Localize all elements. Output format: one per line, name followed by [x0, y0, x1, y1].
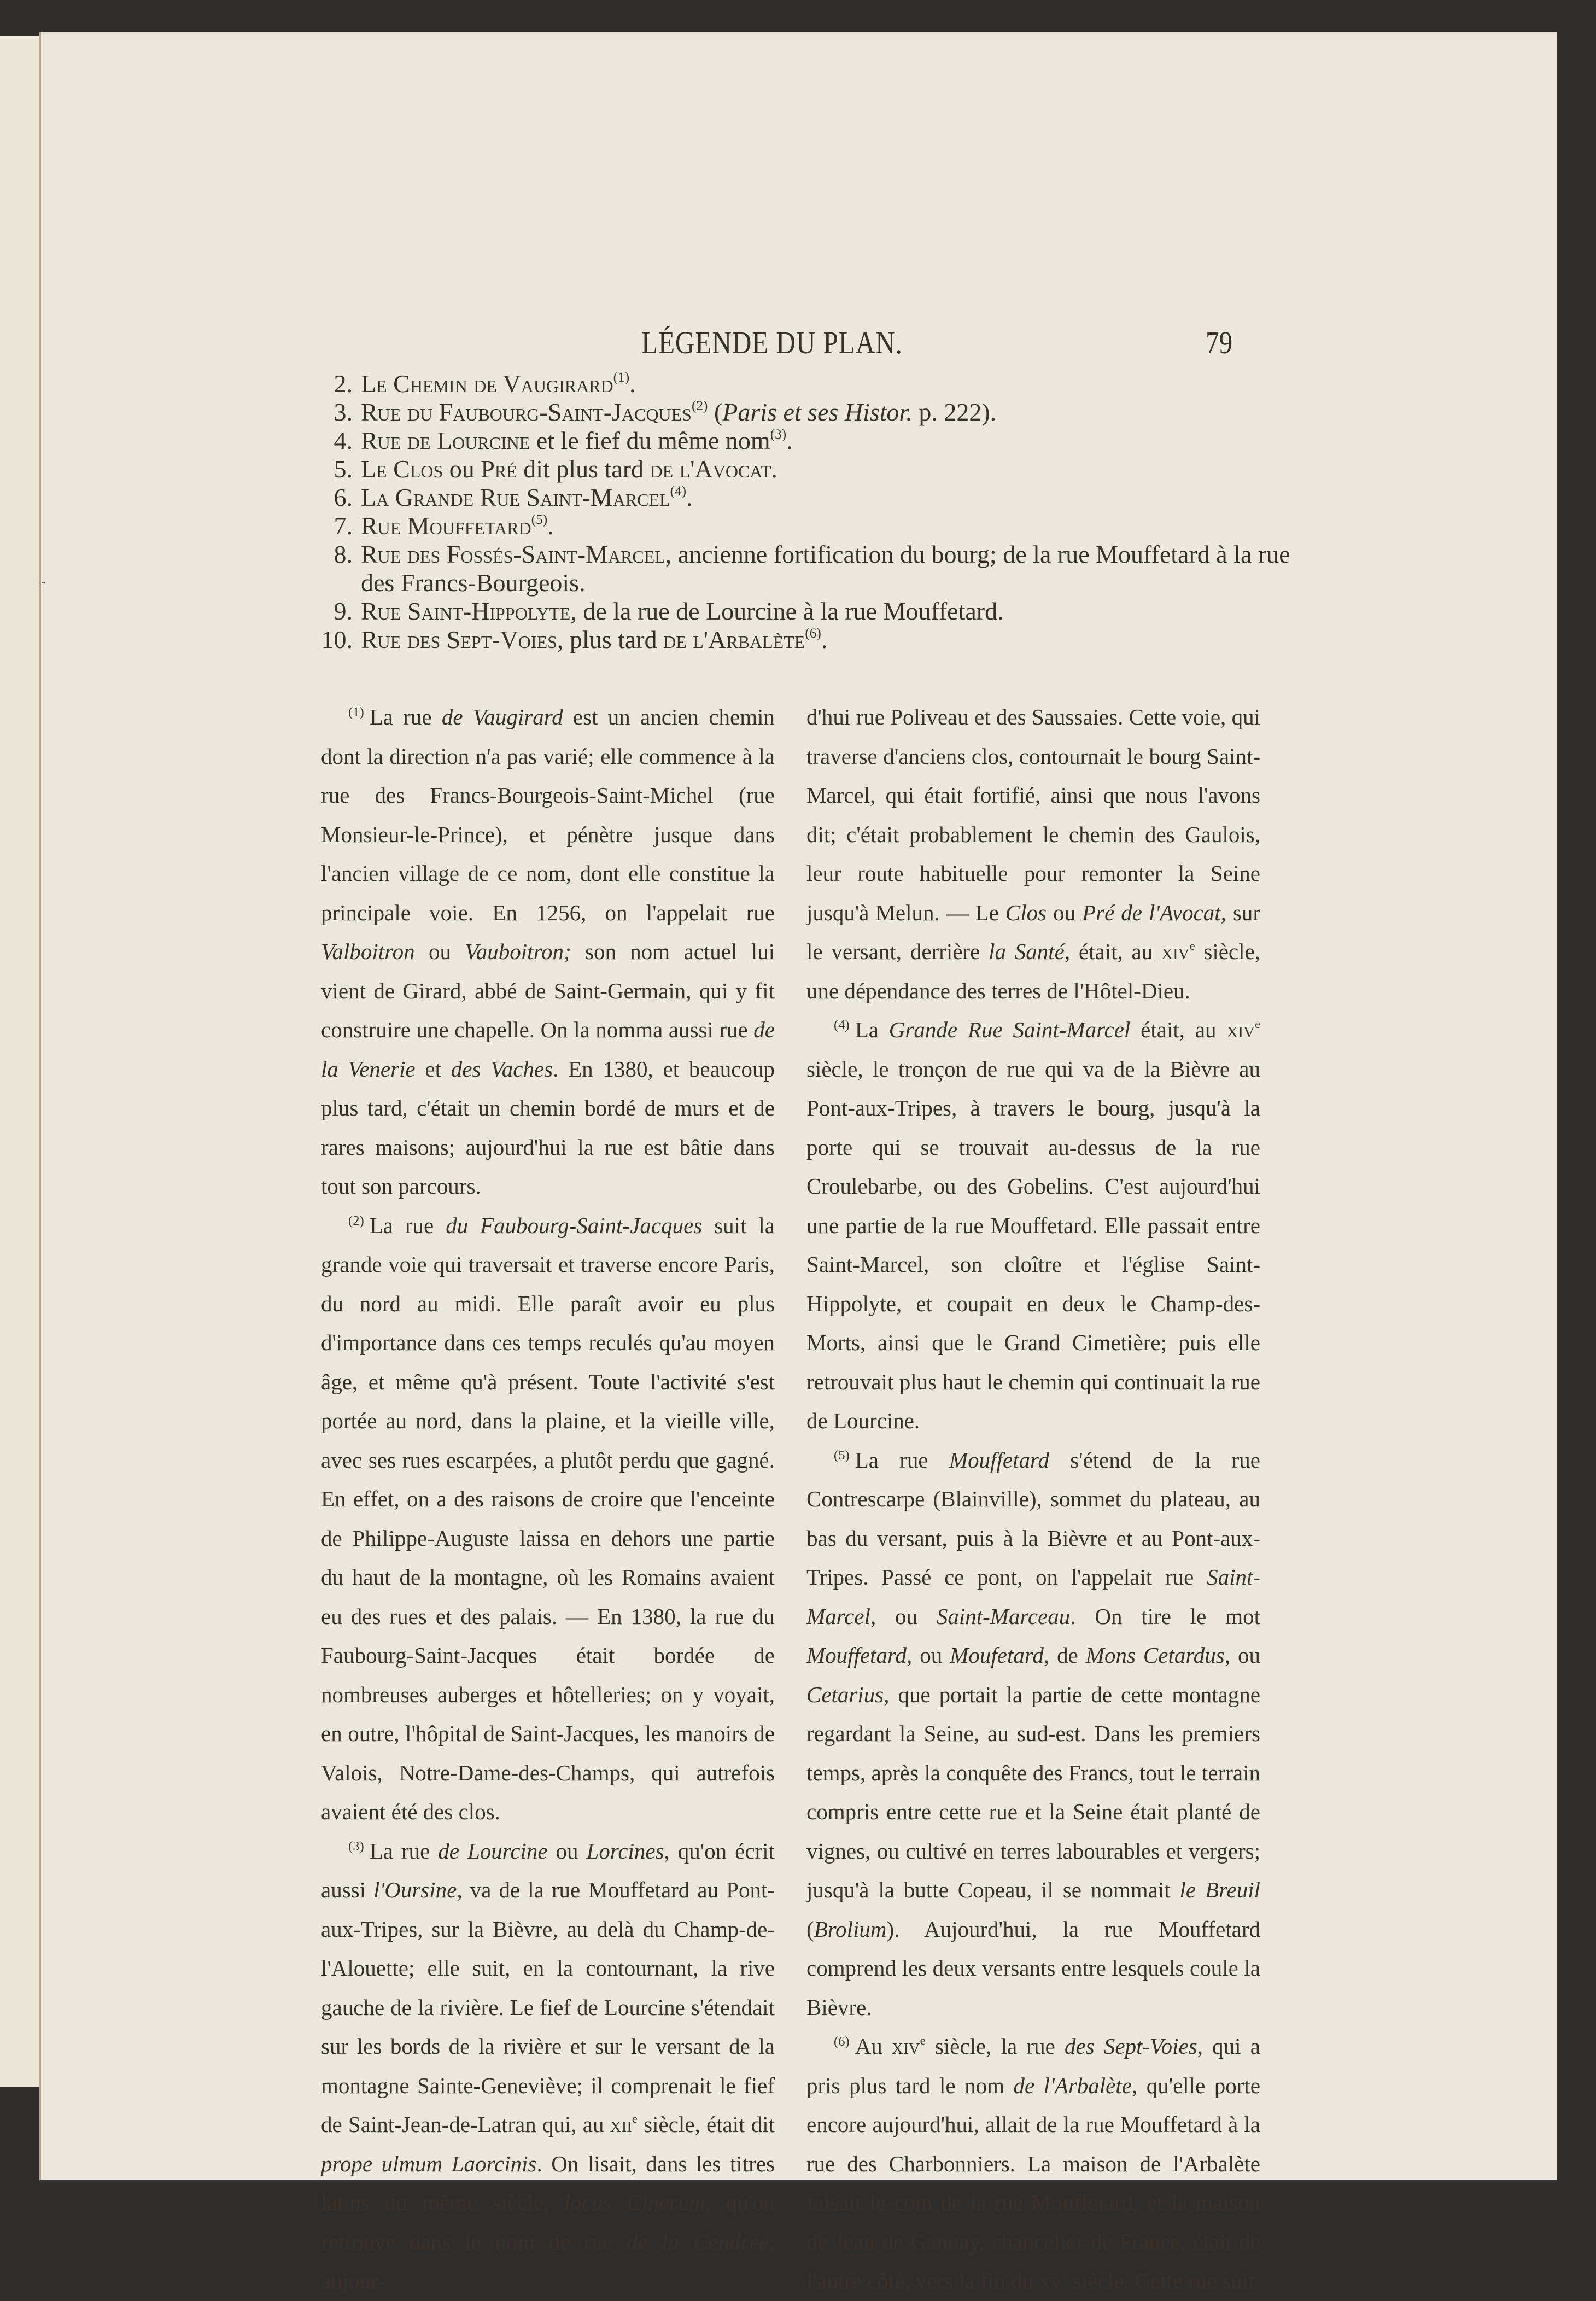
italic-text: Valboitron: [321, 939, 415, 964]
small-caps-text: Le Chemin de Vaugirard: [361, 370, 613, 398]
footnote-marker: (2): [348, 1213, 364, 1228]
text-run: . On lisait, dans les titres latins du même siècle,: [321, 2151, 775, 2215]
text-run: ou: [547, 1838, 587, 1864]
footnote-reference: e: [1189, 939, 1195, 953]
text-run: , de: [1043, 1643, 1086, 1668]
footnote-marker: (1): [348, 705, 364, 720]
legend-item-text: [361, 398, 1293, 427]
text-run: , qu'elle porte encore aujourd'hui, allait de la rue Mouffetard à la rue des Charbonniers. La maison de l'Arbalète faisait le coin de la rue Mouffetard, et la maison de Jean de Gannay, chancelier de France, était de l'autre côté, vers la fin du: [806, 2072, 1260, 2293]
footnote-marker: (6): [834, 2034, 850, 2049]
running-title: LÉGENDE DU PLAN.: [641, 325, 903, 360]
small-caps-text: Pré: [481, 455, 517, 483]
text-run: siècle, la rue: [925, 2034, 1065, 2059]
text-run: La rue: [855, 1447, 949, 1473]
small-caps-text: de l'Arbalète: [663, 626, 805, 653]
legend-item-number: 7.: [334, 512, 353, 540]
italic-text: des Vaches: [451, 1056, 553, 1082]
footnote: [806, 2027, 1260, 2301]
text-run: suit la grande voie qui traversait et traverse encore Paris, du nord au midi. Elle paraît avoir eu plus d'importance dans ces temps reculés qu'au moyen âge, et même qu'à présent. Toute l'activité s'est portée au nord, dans la plaine, et la vieille ville, avec ses rues escarpées, a plutôt perdu que gagné. En effet, on a des raisons de croire que l'enceinte de Philippe-Auguste laissa en dehors une partie du haut de la montagne, où les Romains avaient eu des rues et des palais. — En 1380, la rue du Faubourg-Saint-Jacques était bordée de nombreuses auberges et hôtelleries; on y voyait, en outre, l'hôpital de Saint-Jacques, les manoirs de Valois, Notre-Dame-des-Champs, qui autrefois avaient été des clos.: [321, 1212, 775, 1824]
text-run: , ou: [1224, 1643, 1261, 1668]
legend-item-text: [361, 370, 1293, 398]
italic-text: le Breuil: [1179, 1877, 1260, 1902]
footnote: [806, 1441, 1260, 2028]
small-caps-text: Le Clos: [361, 455, 443, 483]
italic-text: des Sept-Voies: [1065, 2034, 1197, 2059]
text-run: .: [686, 483, 693, 511]
text-run: , ancienne fortification du bourg; de la rue Mouffetard à la rue des Francs-Bourgeois.: [361, 540, 1290, 597]
small-caps-text: de l'Avocat: [650, 455, 771, 483]
text-run: (: [806, 1916, 814, 1942]
legend-item: [309, 455, 1293, 483]
legend-item-text: [361, 483, 1293, 512]
legend-item-number: 9.: [334, 597, 353, 625]
text-run: et: [415, 1056, 451, 1082]
text-run: Au: [855, 2034, 892, 2059]
footnote: [321, 698, 775, 1206]
page-number: 79: [1206, 325, 1233, 360]
italic-text: Clos: [1005, 900, 1047, 925]
text-run: , était, au: [1064, 939, 1162, 964]
text-run: s'étend de la rue Contrescarpe (Blainville), sommet du plateau, au bas du versant, puis à la Bièvre et au Pont-aux-Tripes. Passé ce pont, on l'appelait rue: [806, 1447, 1260, 1590]
legend-item: [309, 540, 1293, 597]
small-caps-text: Rue Mouffetard: [361, 512, 531, 540]
italic-text: l'Oursine,: [373, 1877, 463, 1902]
text-run: siècle, était dit: [637, 2112, 775, 2137]
text-run: siècle, le tronçon de rue qui va de la Bièvre au Pont-aux-Tripes, à travers le bourg, jusqu'à la porte qui se trouvait au-dessus de la rue Croulebarbe, ou des Gobelins. C'est aujourd'hui une partie de la rue Mouffetard. Elle passait entre Saint-Marcel, son cloître et l'église Saint-Hippolyte, et coupait en deux le Champ-des-Morts, ainsi que le Grand Cimetière; puis elle retrouvait plus haut le chemin qui continuait la rue de Lourcine.: [806, 1056, 1260, 1433]
text-run: ou: [1047, 900, 1083, 925]
legend-item: [309, 597, 1293, 626]
footnote: [321, 1206, 775, 1832]
text-run: et le fief du même nom: [530, 427, 770, 454]
footnote: [806, 698, 1260, 1011]
legend-item-text: [361, 455, 1293, 483]
italic-text: prope ulmum Laorcinis: [321, 2151, 537, 2176]
legend-item: [309, 626, 1293, 654]
text-run: La rue: [369, 1838, 439, 1864]
text-run: . En 1380, et beaucoup plus tard, c'était un chemin bordé de murs et de rares maisons; aujourd'hui la rue est bâtie dans tout son parcours.: [321, 1056, 775, 1199]
small-caps-text: Rue des Fossés-Saint-Marcel: [361, 540, 665, 568]
small-caps-text: Rue du Faubourg-Saint-Jacques: [361, 398, 692, 426]
italic-text: Cetarius: [806, 1681, 884, 1707]
italic-text: Mons Cetardus: [1085, 1643, 1225, 1668]
small-caps-text: La Grande Rue Saint-Marcel: [361, 483, 670, 511]
legend-item-text: [361, 427, 1293, 455]
text-run: La: [855, 1017, 889, 1042]
footnote-marker: (4): [834, 1018, 850, 1033]
legend-item: [309, 398, 1293, 427]
text-run: .: [547, 512, 554, 540]
italic-text: de l'Arbalète: [1013, 2072, 1132, 2098]
footnote-reference: (5): [531, 512, 548, 528]
text-run: , ou: [906, 1643, 950, 1668]
footnote-marker: (5): [834, 1447, 850, 1463]
text-run: , qu'on écrit aussi: [321, 1838, 775, 1902]
italic-text: de Vaugirard: [441, 704, 563, 729]
italic-text: Mouffetard: [949, 1447, 1049, 1473]
small-caps-text: Rue des Sept-Voies: [361, 626, 557, 653]
footnote-reference: e: [632, 2112, 638, 2126]
italic-text: Grande Rue Saint-Marcel: [888, 1017, 1131, 1042]
italic-text: Lorcines: [586, 1838, 664, 1864]
text-run: ). Aujourd'hui, la rue Mouffetard comprend les deux versants entre lesquels coule la Bièvre.: [806, 1916, 1260, 2020]
footnote-reference: e: [1062, 2268, 1068, 2282]
footnote-reference: (6): [805, 626, 821, 641]
legend-item-text: [361, 512, 1293, 540]
legend-item-number: 3.: [334, 398, 353, 426]
text-run: .: [821, 626, 828, 653]
italic-text: de la Venerie: [321, 1017, 775, 1082]
text-run: est un ancien chemin dont la direction n'a pas varié; elle commence à la rue des Francs-Bourgeois-Saint-Michel (rue Monsieur-le-Prince), et pénètre jusque dans l'ancien village de ce nom, dont elle constitue la principale voie. En 1256, on l'appelait rue: [321, 704, 775, 925]
legend-item: [309, 483, 1293, 512]
text-run: , que portait la partie de cette montagne regardant la Seine, au sud-est. Dans les premiers temps, après la conquête des Francs, tout le terrain compris entre cette rue et la Seine était planté de vignes, ou cultivé en terres labourables et vergers; jusqu'à la butte Copeau, il se nommait: [806, 1681, 1260, 1902]
text-run: p. 222).: [912, 398, 997, 426]
footnote-reference: (4): [670, 483, 687, 499]
footnote-reference: (2): [691, 398, 708, 414]
text-run: ou: [414, 939, 465, 964]
legend-item-number: 5.: [334, 455, 353, 483]
previous-page-edge: [0, 36, 42, 2087]
italic-text: la Santé: [989, 939, 1065, 964]
footnote: [806, 1011, 1260, 1441]
italic-text: Saint-Marceau: [936, 1603, 1071, 1629]
legend-item-number: 6.: [334, 483, 353, 511]
text-run: . On tire le mot: [1070, 1603, 1260, 1629]
book-page: [39, 32, 1557, 2293]
footnote-marker: (3): [348, 1838, 364, 1854]
italic-text: locus Cinerum,: [564, 2190, 711, 2215]
legend-item: [309, 370, 1293, 398]
text-run: d'hui rue Poliveau et des Saussaies. Cette voie, qui traverse d'anciens clos, contournait le bourg Saint-Marcel, qui était fortifié, ainsi que nous l'avons dit; c'était probablement le chemin des Gaulois, leur route habituelle pour remonter la Seine jusqu'à Melun. — Le: [806, 704, 1260, 925]
italic-text: du Faubourg-Saint-Jacques: [446, 1212, 703, 1238]
text-run: était, au: [1130, 1017, 1227, 1042]
text-run: La rue: [369, 1212, 446, 1238]
italic-text: de Lourcine: [438, 1838, 548, 1864]
text-run: qu'on retrouve dans le nom de rue: [321, 2190, 775, 2255]
text-run: .: [786, 427, 793, 454]
small-caps-text: xiv: [1161, 939, 1190, 964]
italic-text: Moufetard: [950, 1643, 1044, 1668]
footnotes-left-column: [321, 698, 775, 2301]
legend-item-text: [361, 540, 1293, 597]
legend-item: [309, 512, 1293, 540]
text-run: , aujour-: [321, 2229, 775, 2293]
text-run: , ou: [870, 1603, 937, 1629]
text-run: , plus tard: [557, 626, 664, 653]
small-caps-text: Rue Saint-Hippolyte: [361, 597, 571, 625]
small-caps-text: xiv: [892, 2034, 920, 2059]
small-caps-text: xv: [1039, 2268, 1062, 2293]
footnote-reference: (1): [613, 370, 630, 386]
running-head: [41, 324, 1559, 368]
legend-item-text: [361, 597, 1293, 626]
footnote-reference: e: [1254, 1017, 1260, 1031]
footnote-reference: e: [920, 2034, 926, 2048]
text-run: dit plus tard: [517, 455, 650, 483]
text-run: .: [629, 370, 636, 398]
italic-text: Brolium: [814, 1916, 887, 1942]
legend-item-number: 8.: [334, 540, 353, 568]
italic-text: Pré de l'Avocat,: [1082, 900, 1226, 925]
text-run: ou: [443, 455, 481, 483]
small-caps-text: xii: [610, 2112, 632, 2137]
text-run: va de la rue Mouffetard au Pont-aux-Tripes, sur la Bièvre, au delà du Champ-de-l'Alouette; elle suit, en la contournant, la rive gauche de la rivière. Le fief de Lourcine s'étendait sur les bords de la rivière et sur le versant de la montagne Sainte-Geneviève; il comprenait le fief de Saint-Jean-de-Latran qui, au: [321, 1877, 775, 2137]
legend-item: [309, 427, 1293, 455]
small-caps-text: Rue de Lourcine: [361, 427, 530, 454]
small-caps-text: xiv: [1226, 1017, 1255, 1042]
text-run: siècle. Cette rue suit: [1067, 2268, 1255, 2293]
text-run: siècle, une dépendance des terres de l'Hôtel-Dieu.: [806, 939, 1260, 1003]
text-run: sur le versant, derrière: [806, 900, 1261, 964]
text-run: son nom actuel lui vient de Girard, abbé de Saint-Germain, qui y fit construire une chapelle. On la nomma aussi rue: [321, 939, 775, 1042]
page-mark: [42, 582, 45, 583]
legend-item-number: 2.: [334, 370, 353, 398]
text-run: , qui a pris plus tard le nom: [806, 2034, 1260, 2098]
italic-text: de la Cendrée: [627, 2229, 769, 2255]
legend-item-number: 4.: [334, 427, 353, 454]
plan-legend-list: [309, 370, 1293, 654]
footnote: [321, 1832, 775, 2301]
text-run: .: [771, 455, 777, 483]
text-run: La rue: [369, 704, 442, 729]
italic-text: Paris et ses Histor.: [722, 398, 913, 426]
legend-item-text: [361, 626, 1293, 654]
italic-text: Mouffetard: [806, 1643, 907, 1668]
footnote-reference: (3): [770, 427, 787, 442]
footnotes-right-column: [806, 698, 1260, 2301]
legend-item-number: 10.: [321, 626, 353, 653]
text-run: , de la rue de Lourcine à la rue Mouffetard.: [570, 597, 1004, 625]
text-run: (: [708, 398, 723, 426]
italic-text: Saint-Marcel: [806, 1564, 1260, 1629]
italic-text: Vauboitron;: [465, 939, 571, 964]
